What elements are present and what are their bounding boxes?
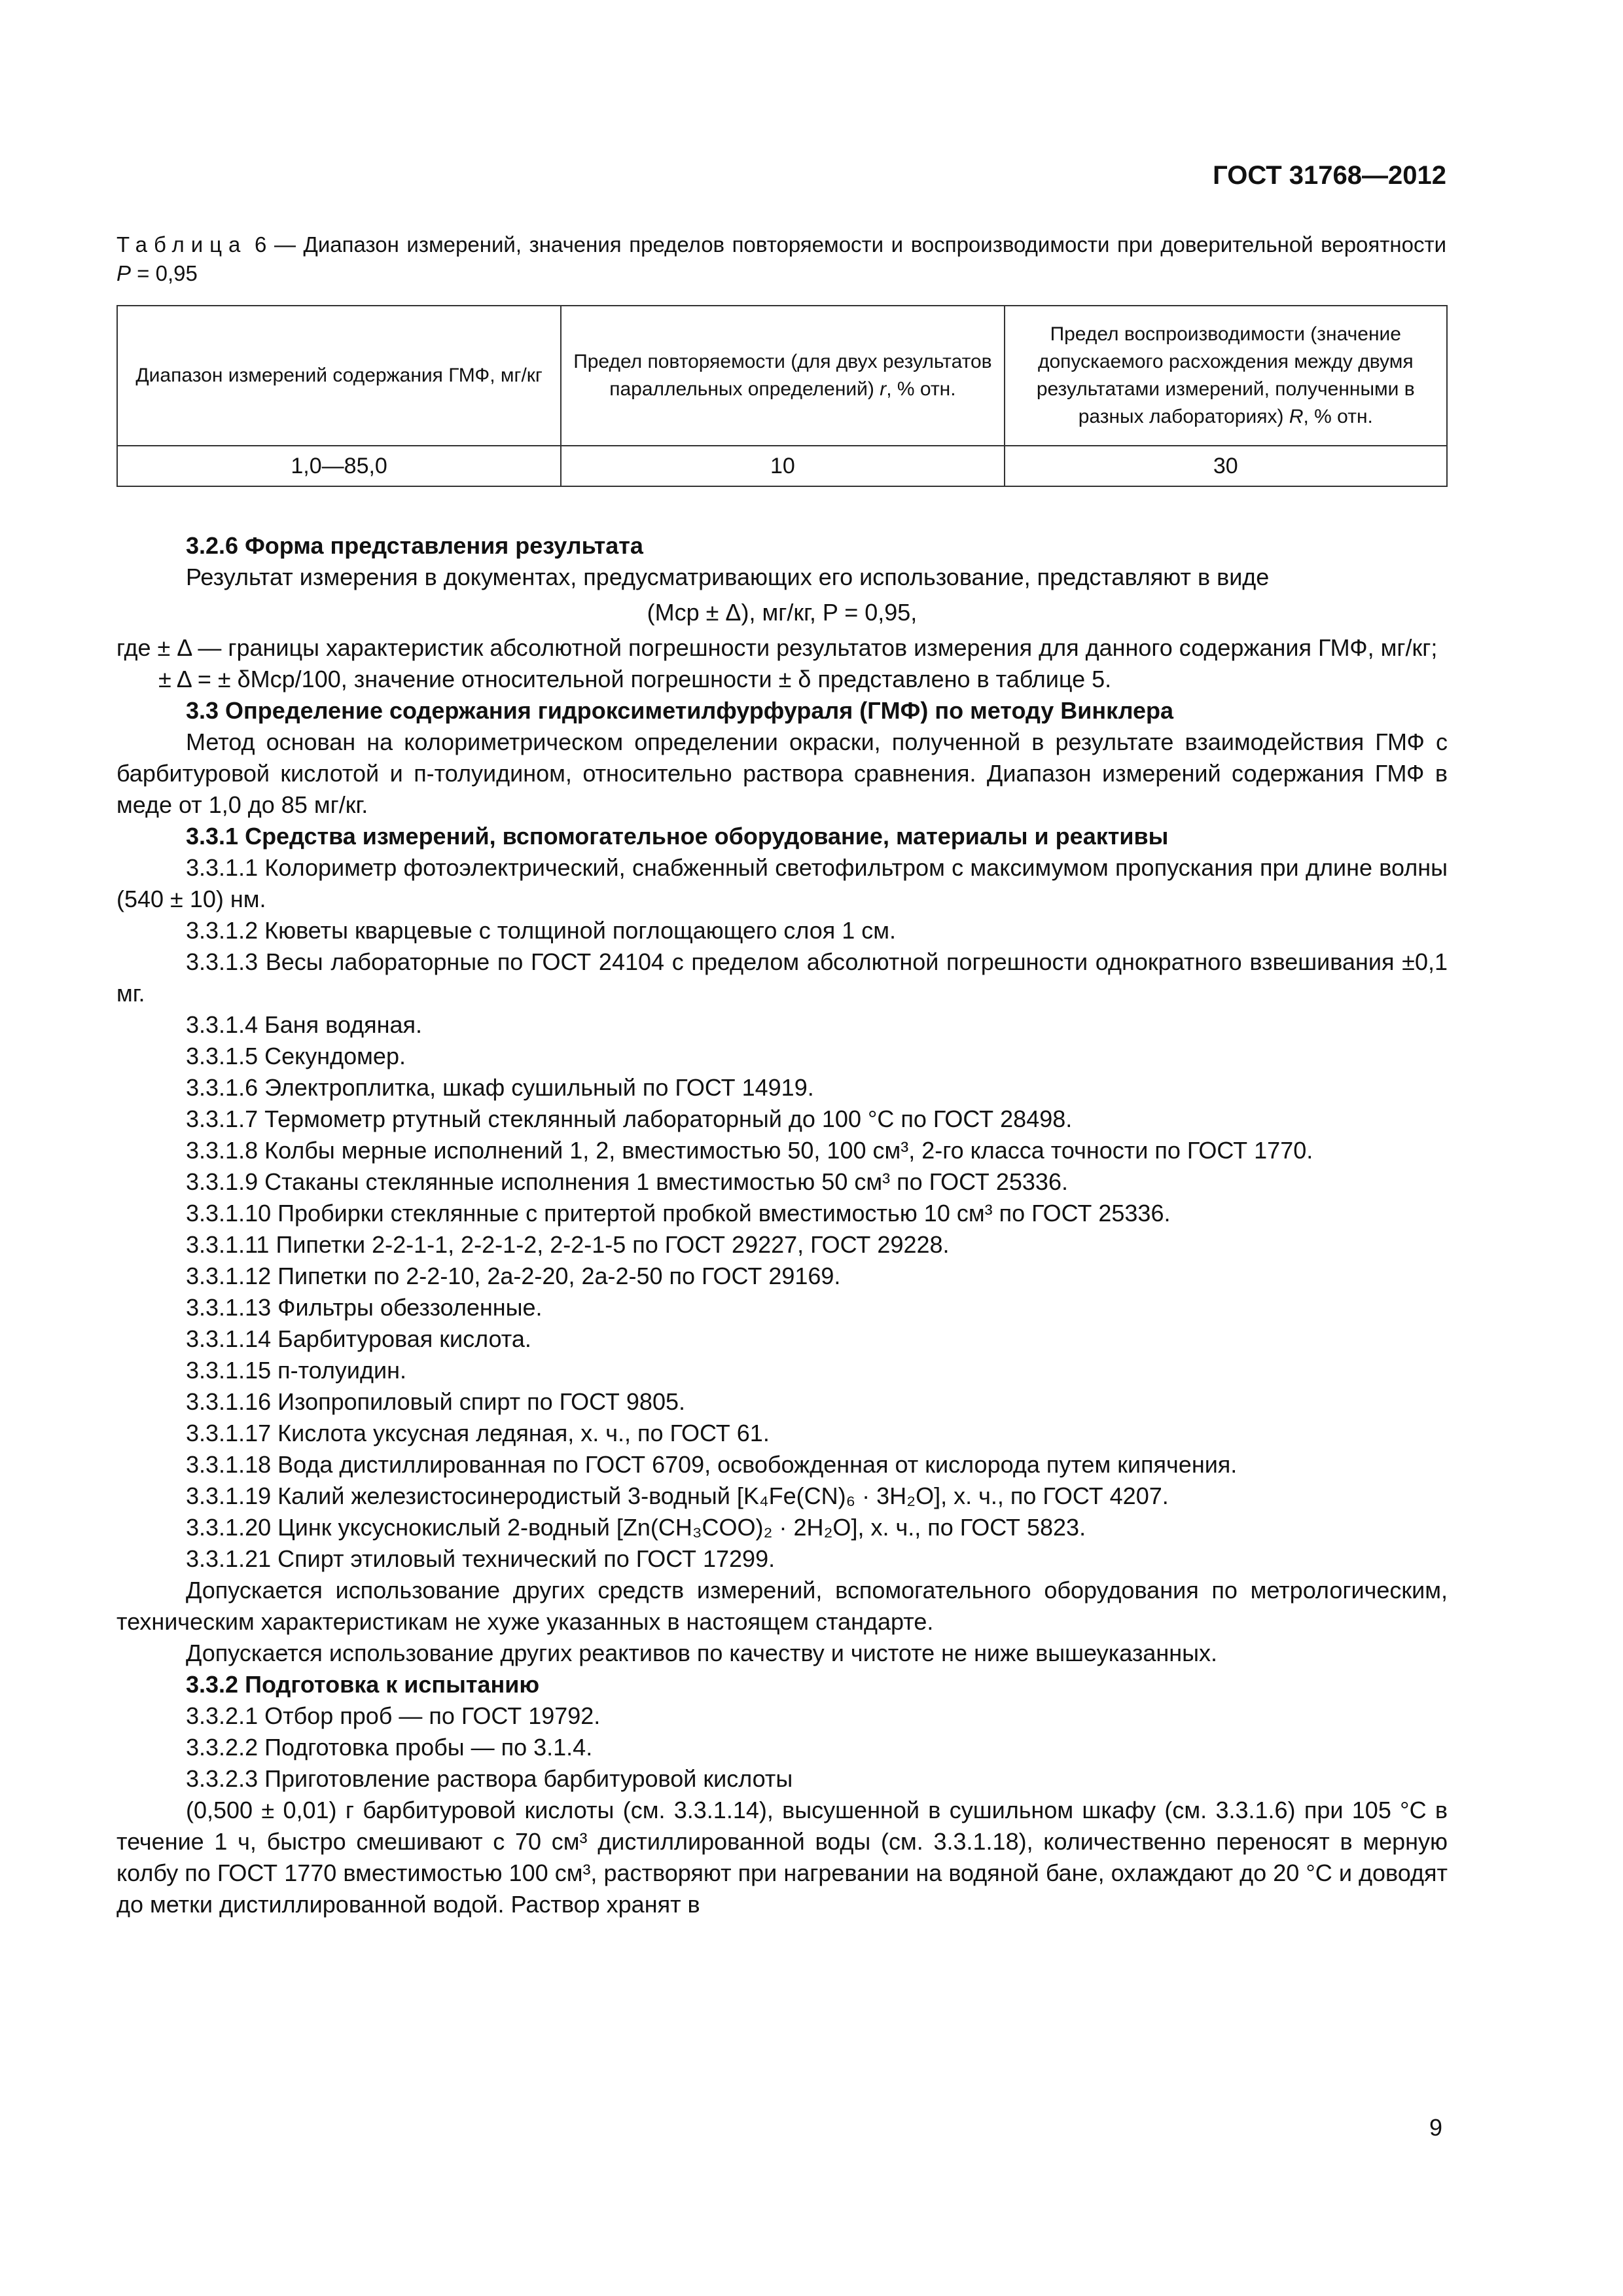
table-row	[117, 446, 1447, 486]
section-heading-3-3-2: 3.3.2 Подготовка к испытанию	[186, 1671, 540, 1698]
table-header-row	[117, 306, 1447, 446]
list-item: 3.3.1.12 Пипетки по 2-2-10, 2а-2-20, 2а-2-50 по ГОСТ 29169.	[186, 1263, 841, 1289]
list-item: 3.3.1.13 Фильтры обеззоленные.	[186, 1294, 543, 1321]
list-item: 3.3.1.1 Колориметр фотоэлектрический, снабженный светофильтром с максимумом пропускания при длине волны (540 ± 10) нм.	[116, 854, 1448, 912]
list-item: 3.3.1.6 Электроплитка, шкаф сушильный по ГОСТ 14919.	[186, 1074, 814, 1101]
section-heading-3-3: 3.3 Определение содержания гидроксиметилфурфураля (ГМФ) по методу Винклера	[186, 697, 1174, 724]
body-text	[116, 530, 1448, 1920]
table-caption-text: — Диапазон измерений, значения пределов повторяемости и воспроизводимости при доверительной вероятности	[274, 232, 1447, 257]
list-item: 3.3.1.18 Вода дистиллированная по ГОСТ 6709, освобожденная от кислорода путем кипячения.	[186, 1451, 1238, 1478]
section-heading-3-2-6: 3.2.6 Форма представления результата	[186, 532, 643, 559]
result-formula: (Mср ± Δ), мг/кг, P = 0,95,	[647, 599, 918, 626]
cell-repeatability: 10	[561, 446, 1004, 486]
paragraph-where: где ± Δ — границы характеристик абсолютной погрешности результатов измерения для данного содержания ГМФ, мг/кг;	[116, 634, 1438, 661]
header-range: Диапазон измерений содержания ГМФ, мг/кг	[117, 306, 561, 446]
list-item: 3.3.1.20 Цинк уксуснокислый 2-водный [Zn(CH₃COO)₂ · 2H₂O], х. ч., по ГОСТ 5823.	[186, 1514, 1086, 1541]
paragraph-note: Допускается использование других реактивов по качеству и чистоте не ниже вышеуказанных.	[186, 1640, 1218, 1666]
list-item: 3.3.1.11 Пипетки 2-2-1-1, 2-2-1-2, 2-2-1-5 по ГОСТ 29227, ГОСТ 29228.	[186, 1231, 950, 1258]
header-repeatability-var: r	[880, 378, 887, 400]
paragraph-note: Допускается использование других средств измерений, вспомогательного оборудования по метрологическим, техническим характеристикам не хуже указанных в настоящем стандарте.	[116, 1577, 1448, 1635]
header-repeatability	[561, 306, 1004, 446]
list-item: 3.3.1.19 Калий железистосинеродистый 3-водный [K₄Fe(CN)₆ · 3H₂O], х. ч., по ГОСТ 4207.	[186, 1482, 1169, 1509]
section-heading-3-3-1: 3.3.1 Средства измерений, вспомогательное оборудование, материалы и реактивы	[186, 823, 1169, 850]
list-item: 3.3.1.8 Колбы мерные исполнений 1, 2, вместимостью 50, 100 см³, 2-го класса точности по ГОСТ 1770.	[186, 1137, 1313, 1164]
page-number: 9	[1429, 2114, 1442, 2141]
list-item: 3.3.2.3 Приготовление раствора барбитуровой кислоты	[186, 1765, 793, 1792]
cell-reproducibility: 30	[1005, 446, 1447, 486]
list-item: 3.3.1.15 п-толуидин.	[186, 1357, 407, 1384]
table-caption-label: Таблица	[116, 232, 247, 257]
list-item: 3.3.1.17 Кислота уксусная ледяная, х. ч., по ГОСТ 61.	[186, 1420, 770, 1446]
header-reproducibility-unit: , % отн.	[1303, 406, 1373, 427]
header-reproducibility-var: R	[1289, 406, 1304, 427]
list-item: 3.3.1.2 Кюветы кварцевые с толщиной поглощающего слоя 1 см.	[186, 917, 897, 944]
list-item: 3.3.1.10 Пробирки стеклянные с притертой пробкой вместимостью 10 см³ по ГОСТ 25336.	[186, 1200, 1171, 1227]
cell-range: 1,0—85,0	[117, 446, 561, 486]
list-item: 3.3.1.7 Термометр ртутный стеклянный лабораторный до 100 °С по ГОСТ 28498.	[186, 1105, 1073, 1132]
paragraph: Метод основан на колориметрическом определении окраски, полученной в результате взаимодействия ГМФ с барбитуровой кислотой и п-толуидином, относительно раствора сравнения. Диапазон измерений содержания ГМФ в меде от 1,0 до 85 мг/кг.	[116, 728, 1448, 818]
header-reproducibility-text: Предел воспроизводимости (значение допускаемого расхождения между двумя результатами измерений, полученными в разных лабораториях)	[1036, 323, 1415, 427]
header-repeatability-text: Предел повторяемости (для двух результатов параллельных определений)	[573, 351, 992, 400]
paragraph: (0,500 ± 0,01) г барбитуровой кислоты (см. 3.3.1.14), высушенной в сушильном шкафу (см. 3.3.1.6) при 105 °С в течение 1 ч, быстро смешивают с 70 см³ дистиллированной воды (см. 3.3.1.18), количественно переносят в мерную колбу по ГОСТ 1770 вместимостью 100 см³, растворяют при нагревании на водяной бане, охлаждают до 20 °С и доводят до метки дистиллированной водой. Раствор хранят в	[116, 1797, 1448, 1918]
table-6	[116, 305, 1448, 487]
list-item: 3.3.1.3 Весы лабораторные по ГОСТ 24104 с пределом абсолютной погрешности однократного взвешивания ±0,1 мг.	[116, 948, 1448, 1007]
table-caption-var: P	[116, 261, 132, 285]
list-item: 3.3.1.14 Барбитуровая кислота.	[186, 1325, 531, 1352]
header-repeatability-unit: , % отн.	[886, 378, 956, 400]
list-item: 3.3.1.21 Спирт этиловый технический по ГОСТ 17299.	[186, 1545, 776, 1572]
list-item: 3.3.1.9 Стаканы стеклянные исполнения 1 вместимостью 50 см³ по ГОСТ 25336.	[186, 1168, 1068, 1195]
table-caption-number: 6	[254, 232, 267, 257]
list-item: 3.3.2.2 Подготовка пробы — по 3.1.4.	[186, 1734, 593, 1761]
paragraph-delta: ± Δ = ± δMср/100, значение относительной погрешности ± δ представлено в таблице 5.	[158, 666, 1112, 692]
list-item: 3.3.1.5 Секундомер.	[186, 1043, 406, 1069]
list-item: 3.3.1.16 Изопропиловый спирт по ГОСТ 9805.	[186, 1388, 685, 1415]
table-caption-tail: = 0,95	[131, 261, 198, 285]
table-caption	[116, 230, 1446, 288]
paragraph: Результат измерения в документах, предусматривающих его использование, представляют в виде	[186, 564, 1270, 590]
list-item: 3.3.1.4 Баня водяная.	[186, 1011, 422, 1038]
list-item: 3.3.2.1 Отбор проб — по ГОСТ 19792.	[186, 1702, 601, 1729]
standard-designation: ГОСТ 31768—2012	[1213, 161, 1446, 190]
header-reproducibility	[1005, 306, 1447, 446]
